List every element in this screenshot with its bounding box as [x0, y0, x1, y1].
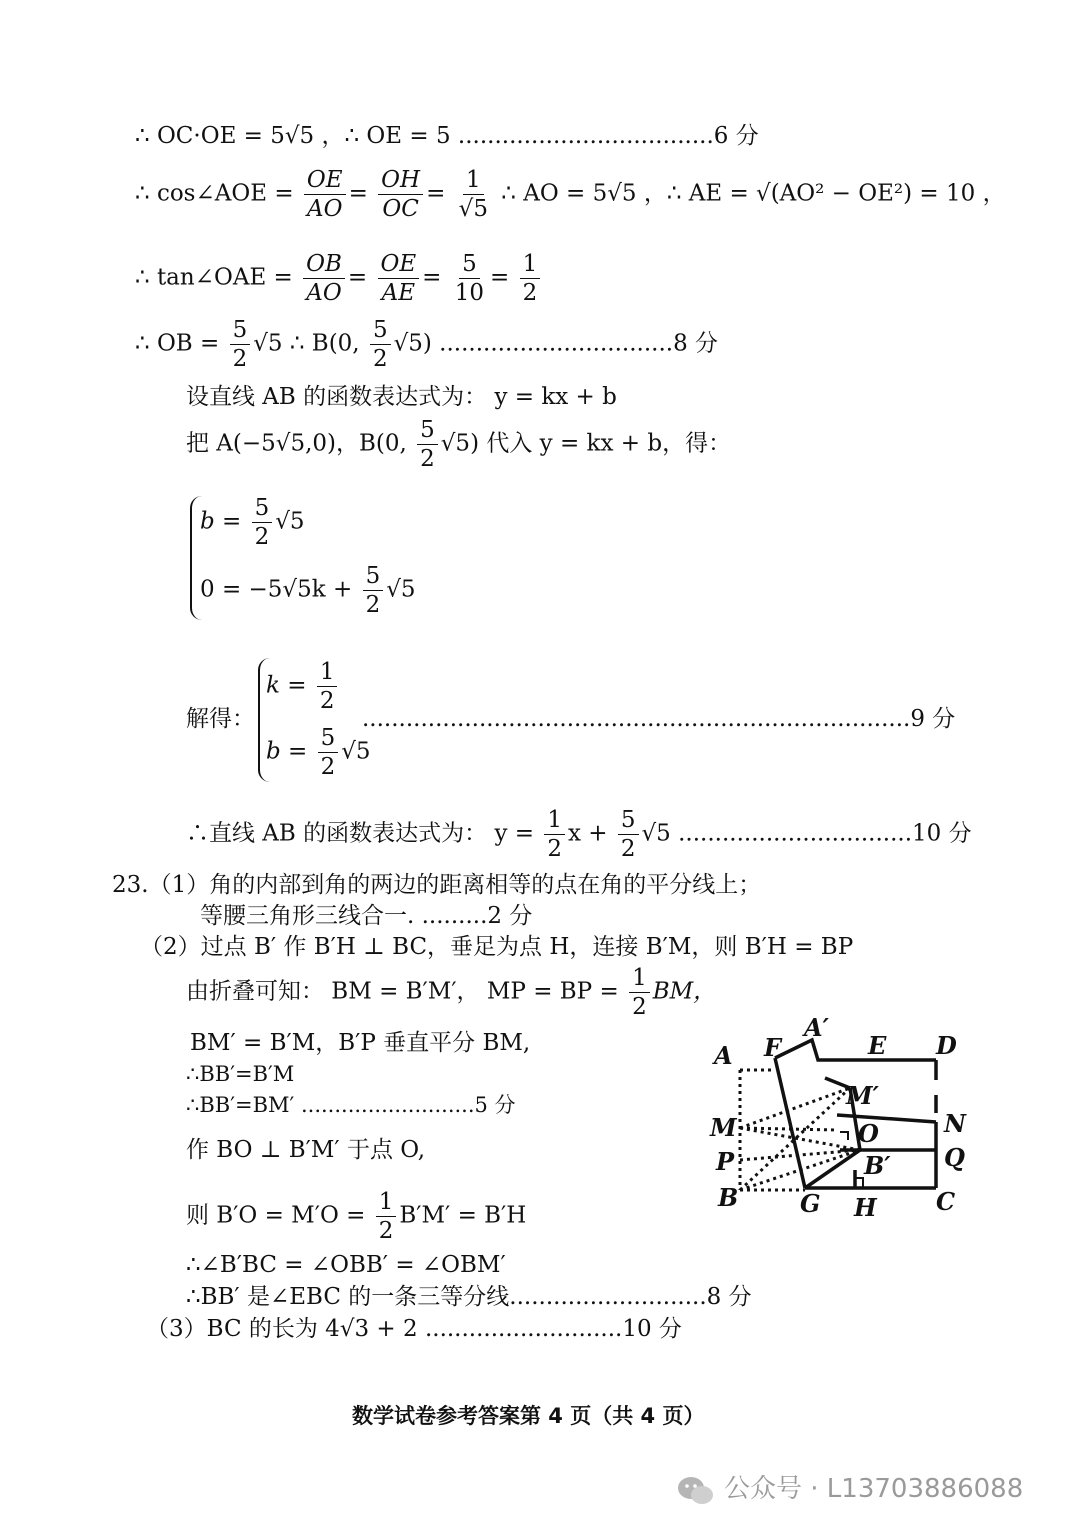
wechat-icon: [676, 1474, 716, 1513]
q23-trisector: ∴BB′ 是∠EBC 的一条三等分线...........................8 分: [186, 1284, 752, 1310]
seg-bb: [740, 1150, 860, 1190]
edge-on: [837, 1115, 936, 1122]
label-p: P: [716, 1147, 735, 1176]
edge-gb: [805, 1150, 860, 1188]
fraction: $\frac{1}{2}$: [629, 966, 650, 1019]
line-substitute: 把 A(−5√5,0)，B(0, $\frac{5}{2}$ √5) 代入 y = kx + b，得：: [186, 417, 732, 473]
fraction: $\frac{1}{√5}$: [458, 167, 488, 223]
fraction: $\frac{5}{10}$: [454, 251, 485, 307]
geometry-figure: [700, 1010, 980, 1230]
fraction: $\frac{1}{2}$: [376, 1190, 397, 1243]
page-footer: 数学试卷参考答案第 4 页（共 4 页）: [352, 1404, 705, 1428]
line-ab-expression: ∴直线 AB 的函数表达式为： y = $\frac{1}{2}$ x + $\frac{5}{2}$ √5 ................................10 分: [186, 807, 972, 863]
fraction: $\frac{OE}{AO}$: [304, 168, 346, 221]
q23-bo: 作 BO ⊥ B′M′ 于点 O,: [186, 1137, 426, 1163]
q23-fold: 由折叠可知： BM = B′M′， MP = BP = $\frac{1}{2}$ BM，: [186, 965, 717, 1021]
q23-part1: 23.（1）角的内部到角的两边的距离相等的点在角的平分线上；: [112, 872, 762, 898]
fraction: $\frac{5}{2}$: [230, 318, 251, 371]
q23-angles: ∴∠B′BC = ∠OBB′ = ∠OBM′: [186, 1252, 506, 1278]
label-c: C: [936, 1187, 956, 1216]
q23-part2: （2）过点 B′ 作 B′H ⊥ BC，垂足为点 H，连接 B′M，则 B′H = BP: [140, 934, 854, 960]
label-f: F: [764, 1033, 782, 1062]
label-m: M: [710, 1113, 737, 1142]
seg-mm: [740, 1088, 850, 1128]
fraction: $\frac{5}{2}$: [417, 418, 438, 471]
fraction: $\frac{OE}{AE}$: [378, 252, 420, 305]
fraction: $\frac{5}{2}$: [252, 496, 273, 549]
line-set-ab: 设直线 AB 的函数表达式为： y = kx + b: [186, 384, 617, 410]
label-q: Q: [944, 1143, 965, 1172]
q23-bo-mo: 则 B′O = M′O = $\frac{1}{2}$ B′M′ = B′H: [186, 1189, 527, 1245]
fraction: $\frac{5}{2}$: [363, 564, 384, 617]
solve-score: ...........................................................................9 分: [362, 706, 956, 732]
fraction: $\frac{5}{2}$: [618, 808, 639, 861]
fraction: $\frac{1}{2}$: [317, 660, 338, 713]
label-o: O: [858, 1119, 879, 1148]
line-tan-oae: ∴ tan∠OAE = $\frac{OB}{AO}$ = $\frac{OE}{AE}$ = $\frac{5}{10}$ = $\frac{1}{2}$: [135, 252, 543, 305]
label-n: N: [944, 1109, 966, 1138]
label-a-prime: A′: [804, 1013, 829, 1042]
fold-edge-top: [775, 1040, 936, 1060]
label-d: D: [936, 1031, 957, 1060]
q23-bisect: BM′ = B′M，B′P 垂直平分 BM,: [190, 1030, 531, 1056]
fraction: $\frac{5}{2}$: [370, 318, 391, 371]
fraction: $\frac{OH}{OC}$: [378, 168, 423, 221]
system-equation-1: b = $\frac{5}{2}$ √5: [200, 495, 305, 551]
fraction: $\frac{1}{2}$: [544, 808, 565, 861]
label-m-prime: M′: [846, 1081, 879, 1110]
fraction: $\frac{1}{2}$: [520, 252, 541, 305]
label-g: G: [800, 1189, 821, 1218]
line-cos-aoe: ∴ cos∠AOE = $\frac{OE}{AO}$ = $\frac{OH}{OC}$ = $\frac{1}{√5}$ ∴ AO = 5√5 ，∴ AE = √(AO² − OE²) = 10 ，: [135, 167, 1006, 223]
right-angle-mark: [840, 1132, 848, 1140]
q23-part1-b: 等腰三角形三线合一. .........2 分: [200, 903, 533, 929]
line-oc-oe: ∴ OC·OE = 5√5 ，∴ OE = 5 ...................................6 分: [135, 123, 759, 149]
watermark: 公众号 · L13703886088: [724, 1474, 1024, 1504]
label-a: A: [714, 1041, 733, 1070]
label-e: E: [868, 1031, 887, 1060]
fraction: $\frac{5}{2}$: [318, 726, 339, 779]
q23-bb-bm-prime: ∴BB′=BM′ ..........................5 分: [186, 1093, 516, 1117]
seg-mo: [740, 1128, 837, 1130]
label-b-prime: B′: [864, 1151, 891, 1180]
label-h: H: [854, 1193, 877, 1222]
solution-b: b = $\frac{5}{2}$ √5: [266, 725, 371, 781]
label-b: B: [718, 1183, 739, 1212]
fraction: $\frac{OB}{AO}$: [303, 252, 345, 305]
q23-part3: （3）BC 的长为 4√3 + 2 ...........................10 分: [146, 1316, 682, 1342]
solve-label: 解得：: [186, 706, 255, 732]
solution-k: k = $\frac{1}{2}$: [266, 660, 340, 713]
line-ob: ∴ OB = $\frac{5}{2}$ √5 ∴ B(0, $\frac{5}{2}$ √5) ................................8 分: [135, 317, 719, 373]
q23-bb-bm: ∴BB′=B′M: [186, 1062, 295, 1086]
system-equation-2: 0 = −5√5k + $\frac{5}{2}$ √5: [200, 563, 416, 619]
